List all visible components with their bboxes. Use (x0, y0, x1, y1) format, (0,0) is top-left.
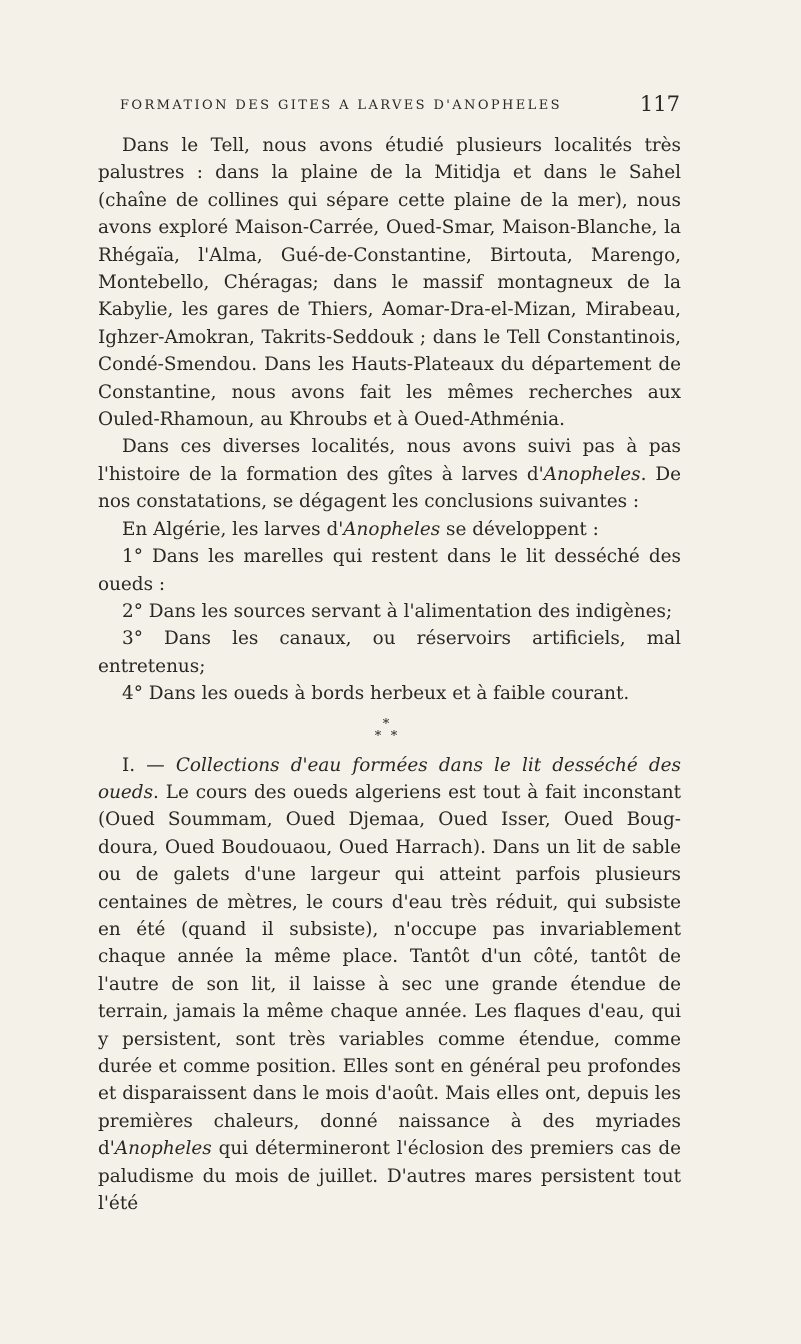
section-text-start: Le cours des oueds algeriens est tout à fait inconstant (Oued Soummam, Oued Djemaa, Oued Isser, Oued Boug-doura, Oued Boudouaou, Oued Harrach). Dans un lit de sable ou de galets d'une largeur qui atteint parfois plusieurs centaines de mètres, le cours d'eau très réduit, qui subsiste en été (quand il subsiste), n'occupe pas invariablement chaque année la même place. Tantôt d'un côté, tantôt de l'autre de son lit, il laisse à sec une grande étendue de terrain, jamais la même chaque année. Les flaques d'eau, qui y persistent, sont très variables comme étendue, comme durée et comme position. Elles sont en général peu profondes et disparaissent dans le mois d'août. Mais elles ont, depuis les premières chaleurs, donné naissance à des myriades (98, 781, 681, 1132)
history-text-start: Dans ces diverses localités, nous avons suivi pas à pas l'histoire de la formation des gîtes à larves (98, 436, 681, 485)
history-text-end: . De nos constatations, se dégagent les conclusions suivantes : (98, 463, 681, 513)
algeria-text-start: En Algérie, les larves (122, 518, 327, 540)
paragraph-history (98, 433, 681, 515)
running-title: FORMATION DES GITES A LARVES D'ANOPHELES (120, 98, 562, 113)
algeria-genus-anopheles: Anopheles (343, 518, 441, 540)
section-title: Collections d'eau formées dans le lit desséché des oueds (98, 754, 681, 803)
body-text (98, 132, 681, 1217)
list-item-marelles: 1° Dans les marelles qui restent dans le lit desséché des oueds : (98, 546, 681, 595)
algeria-text-elision: d' (326, 518, 344, 540)
section-text-elision: d' (98, 1138, 115, 1160)
asterism-divider (98, 712, 681, 752)
list-item-sources: 2° Dans les sources servant à l'alimentation des indigènes; (122, 600, 673, 622)
asterism-star-right: * (390, 728, 398, 744)
list-item-oueds: 4° Dans les oueds à bords herbeux et à faible courant. (122, 683, 630, 705)
paragraph-algeria (98, 516, 681, 543)
page-number: 117 (639, 92, 680, 116)
section-collections (98, 752, 681, 1218)
algeria-text-end: se développent : (440, 518, 599, 540)
section-text-end: qui détermineront l'éclosion des premiers cas de paludisme du mois de juillet. D'autres mares persistent tout l'été (98, 1138, 681, 1215)
history-genus-anopheles: Anopheles (543, 463, 641, 485)
asterism-star-top: * (382, 716, 390, 732)
section-number: I. — (122, 754, 176, 776)
paragraph-localities: Dans le Tell, nous avons étudié plusieurs localités très palustres : dans la plaine de la Mitidja et dans le Sahel (chaîne de collines qui sépare cette plaine de la mer), nous avons exploré Maison-Carrée, Oued-Smar, Maison-Blanche, la Rhégaïa, l'Alma, Gué-de-Constantine, Birtouta, Marengo, Montebello, Chéragas; dans le massif montagneux de la Kabylie, les gares de Thiers, Aomar-Dra-el-Mizan, Mirabeau, Ighzer-Amokran, Takrits-Seddouk ; dans le Tell Constantinois, Condé-Smendou. Dans les Hauts-Plateaux du département de Constantine, nous avons fait les mêmes recherches aux Ouled-Rhamoun, au Khroubs et à Oued-Athménia. (98, 135, 681, 431)
history-text-elision: d' (526, 463, 544, 485)
section-genus-anopheles: Anopheles (114, 1138, 212, 1160)
section-title-period: . (153, 781, 159, 803)
list-item-canaux: 3° Dans les canaux, ou réservoirs artificiels, mal entretenus; (98, 628, 681, 677)
running-head (120, 92, 680, 116)
asterism-star-left: * (374, 728, 382, 744)
